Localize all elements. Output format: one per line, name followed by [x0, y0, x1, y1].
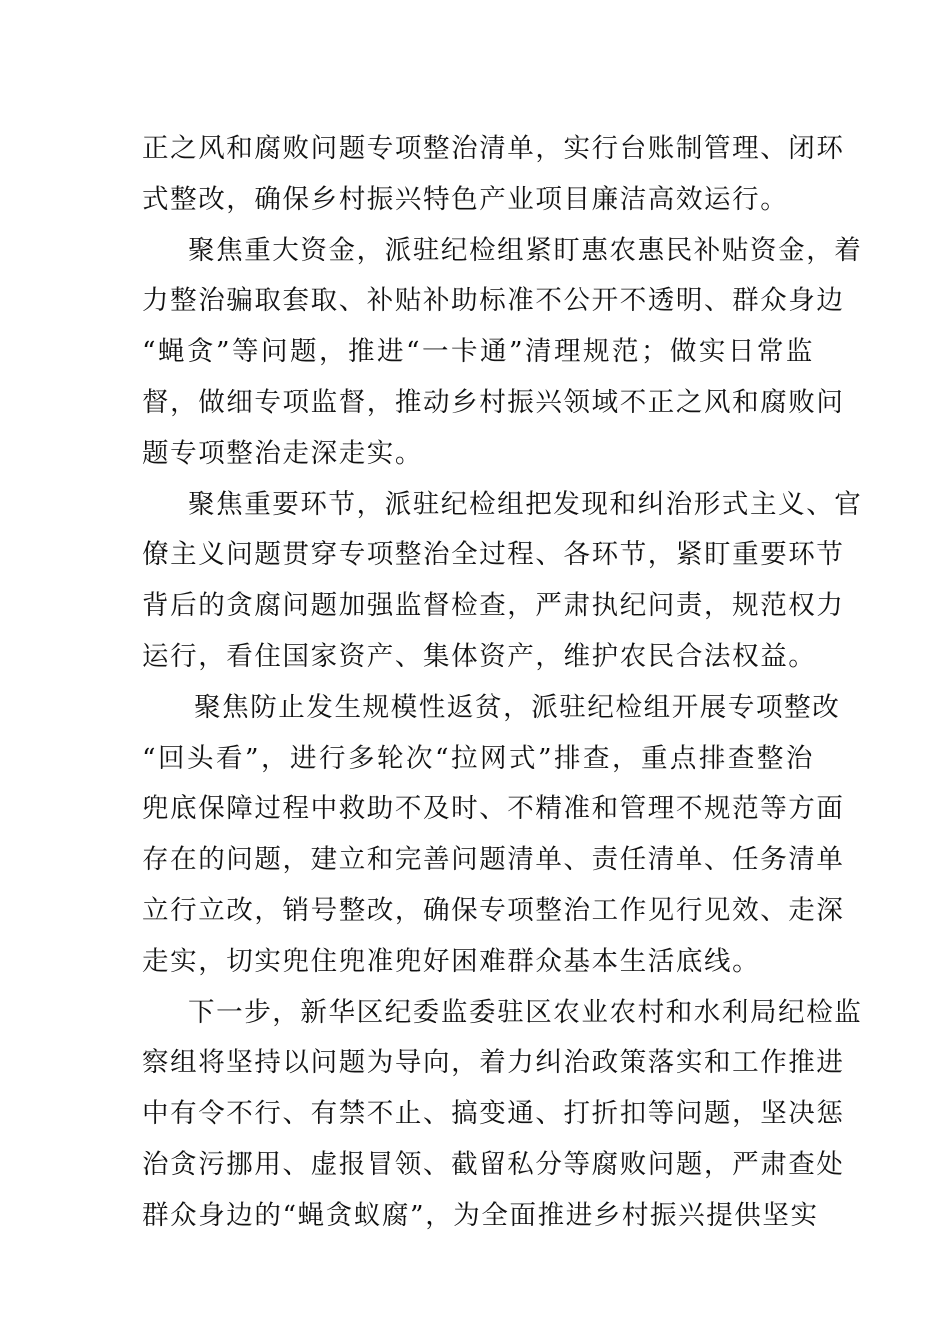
- paragraph-continuation: [142, 124, 845, 226]
- text-line: “蝇贪”等问题，推进“一卡通”清理规范；做实日常监: [142, 336, 814, 368]
- paragraph-next-steps: [142, 988, 863, 1242]
- paragraph-key-links: [142, 480, 863, 683]
- text-line: 立行立改，销号整改，确保专项整治工作见行见效、走深: [142, 894, 845, 926]
- text-line: 运行，看住国家资产、集体资产，维护农民合法权益。: [142, 640, 817, 672]
- text-line: 背后的贪腐问题加强监督检查，严肃执纪问责，规范权力: [142, 590, 845, 622]
- text-line: 式整改，确保乡村振兴特色产业项目廉洁高效运行。: [142, 183, 789, 215]
- paragraph-major-funds: [142, 226, 863, 480]
- text-line: 聚焦防止发生规模性返贫，派驻纪检组开展专项整改: [194, 691, 841, 723]
- text-line: 僚主义问题贯穿专项整治全过程、各环节，紧盯重要环节: [142, 539, 845, 571]
- text-line: 兜底保障过程中救助不及时、不精准和管理不规范等方面: [142, 793, 845, 825]
- text-line: 存在的问题，建立和完善问题清单、责任清单、任务清单: [142, 844, 845, 876]
- text-line: 聚焦重要环节，派驻纪检组把发现和纠治形式主义、官: [188, 488, 863, 520]
- text-line: 走实，切实兜住兜准兜好困难群众基本生活底线。: [142, 945, 761, 977]
- text-line: 察组将坚持以问题为导向，着力纠治政策落实和工作推进: [142, 1047, 845, 1079]
- text-line: 力整治骗取套取、补贴补助标准不公开不透明、群众身边: [142, 285, 845, 317]
- body-text: [142, 124, 863, 1242]
- text-line: 群众身边的“蝇贪蚁腐”，为全面推进乡村振兴提供坚实: [142, 1199, 819, 1231]
- text-line: 下一步，新华区纪委监委驻区农业农村和水利局纪检监: [188, 996, 863, 1028]
- text-line: 题专项整治走深走实。: [142, 437, 423, 469]
- text-line: 督，做细专项监督，推动乡村振兴领域不正之风和腐败问: [142, 386, 845, 418]
- text-line: “回头看”，进行多轮次“拉网式”排查，重点排查整治: [142, 742, 814, 774]
- text-line: 聚焦重大资金，派驻纪检组紧盯惠农惠民补贴资金，着: [188, 234, 863, 266]
- text-line: 正之风和腐败问题专项整治清单，实行台账制管理、闭环: [142, 133, 845, 164]
- text-line: 治贪污挪用、虚报冒领、截留私分等腐败问题，严肃查处: [142, 1148, 845, 1180]
- text-line: 中有令不行、有禁不止、搞变通、打折扣等问题，坚决惩: [142, 1098, 845, 1130]
- paragraph-poverty-prevention: [142, 683, 845, 988]
